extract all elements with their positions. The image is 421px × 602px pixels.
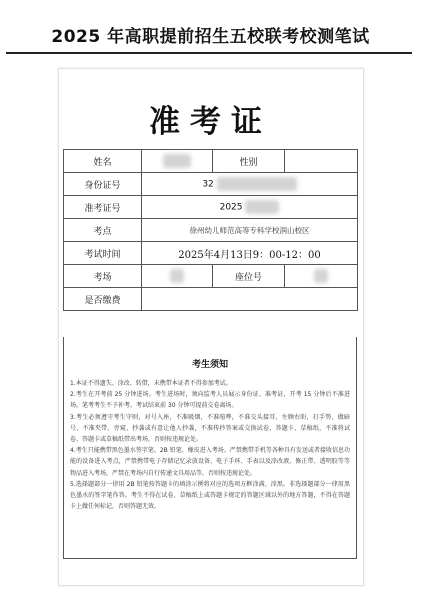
seat-value: [285, 265, 358, 288]
redacted-room: [170, 269, 184, 283]
name-value: [142, 150, 213, 173]
id-value: 32: [202, 179, 214, 190]
redacted-id: [217, 177, 297, 191]
exam-header-title: 2025 年高职提前招生五校联考校测笔试: [51, 27, 370, 47]
notice-title: 考生须知: [191, 360, 228, 370]
notice-rules: [64, 370, 356, 512]
id-value-cell: [142, 173, 358, 196]
room-value: [142, 265, 213, 288]
redacted-name: [163, 154, 191, 168]
notice-rule: 2.考生在开考前 25 分钟进场。考生进场时，须向监考人员展示身份证、准考证，开考 15 分钟后不准进场。笔考考生不予补考。考试结束前 30 分钟可提前交卷离场。: [70, 391, 350, 410]
redacted-admission-number: [245, 200, 279, 214]
fee-label: 是否缴费: [64, 288, 142, 311]
admission-number-label: 准考证号: [64, 196, 142, 219]
table-row: [64, 150, 358, 173]
candidate-notice-box: [63, 337, 357, 559]
table-row: [64, 288, 358, 311]
table-row: [64, 219, 358, 242]
exam-time-label: 考试时间: [64, 242, 142, 265]
site-value: 徐州幼儿师范高等专科学校润山校区: [142, 219, 358, 242]
gender-value: [285, 150, 358, 173]
notice-rule: 3.考生必须遵守考生守则，对号入座，不准吸烟，不准喧哗，不准交头接耳，左顾右盼，打手势、做暗号，不准夹带、旁窥、抄袭或有意让他人抄袭，不准传抄答案或交换试卷、答题卡、草稿纸，不准将试卷、答题卡或草稿纸带出考场，否则按违规论处。: [70, 413, 350, 444]
table-row: [64, 242, 358, 265]
notice-rule: 1.本证不得遗失、涂改、转借，未携带本证者不得参加考试。: [70, 380, 232, 387]
site-label: 考点: [64, 219, 142, 242]
candidate-info-table: [63, 149, 358, 311]
gender-label: 性别: [213, 150, 285, 173]
notice-rule: 5.选择题部分一律用 2B 铅笔按答题卡的填涂示例将对应的选项方框涂满、涂黑。非选择题部分一律用黑色墨水的签字笔作答。考生不得在试卷、草稿纸上或答题卡规定的答题区域以外的地方答题，不得在答题卡上做任何标记，否则答题无效。: [70, 480, 350, 511]
name-label: 姓名: [64, 150, 142, 173]
admission-number-value: 2025: [219, 202, 243, 213]
id-label: 身份证号: [64, 173, 142, 196]
redacted-seat: [314, 269, 328, 283]
seat-label: 座位号: [213, 265, 285, 288]
table-row: [64, 173, 358, 196]
fee-value: [142, 288, 358, 311]
admission-number-cell: [142, 196, 358, 219]
room-label: 考场: [64, 265, 142, 288]
admission-card-title: 准考证: [149, 104, 272, 140]
table-row: [64, 196, 358, 219]
notice-rule: 4.考生只能携带黑色墨水签字笔、2B 铅笔、橡皮进入考场。严禁携带手机等各种具有发送或者接收信息功能的设备进入考点，严禁携带电子存储记忆录放设备、电子手环、手表以及涂改液、修正带、透明胶等等物品进入考场，严禁在考场内自行传递文具用品等，否则按违规论处。: [70, 447, 350, 477]
exam-time-value: 2025年4月13日9：00-12：00: [142, 242, 358, 265]
table-row: [64, 265, 358, 288]
header-underline: [6, 52, 412, 54]
